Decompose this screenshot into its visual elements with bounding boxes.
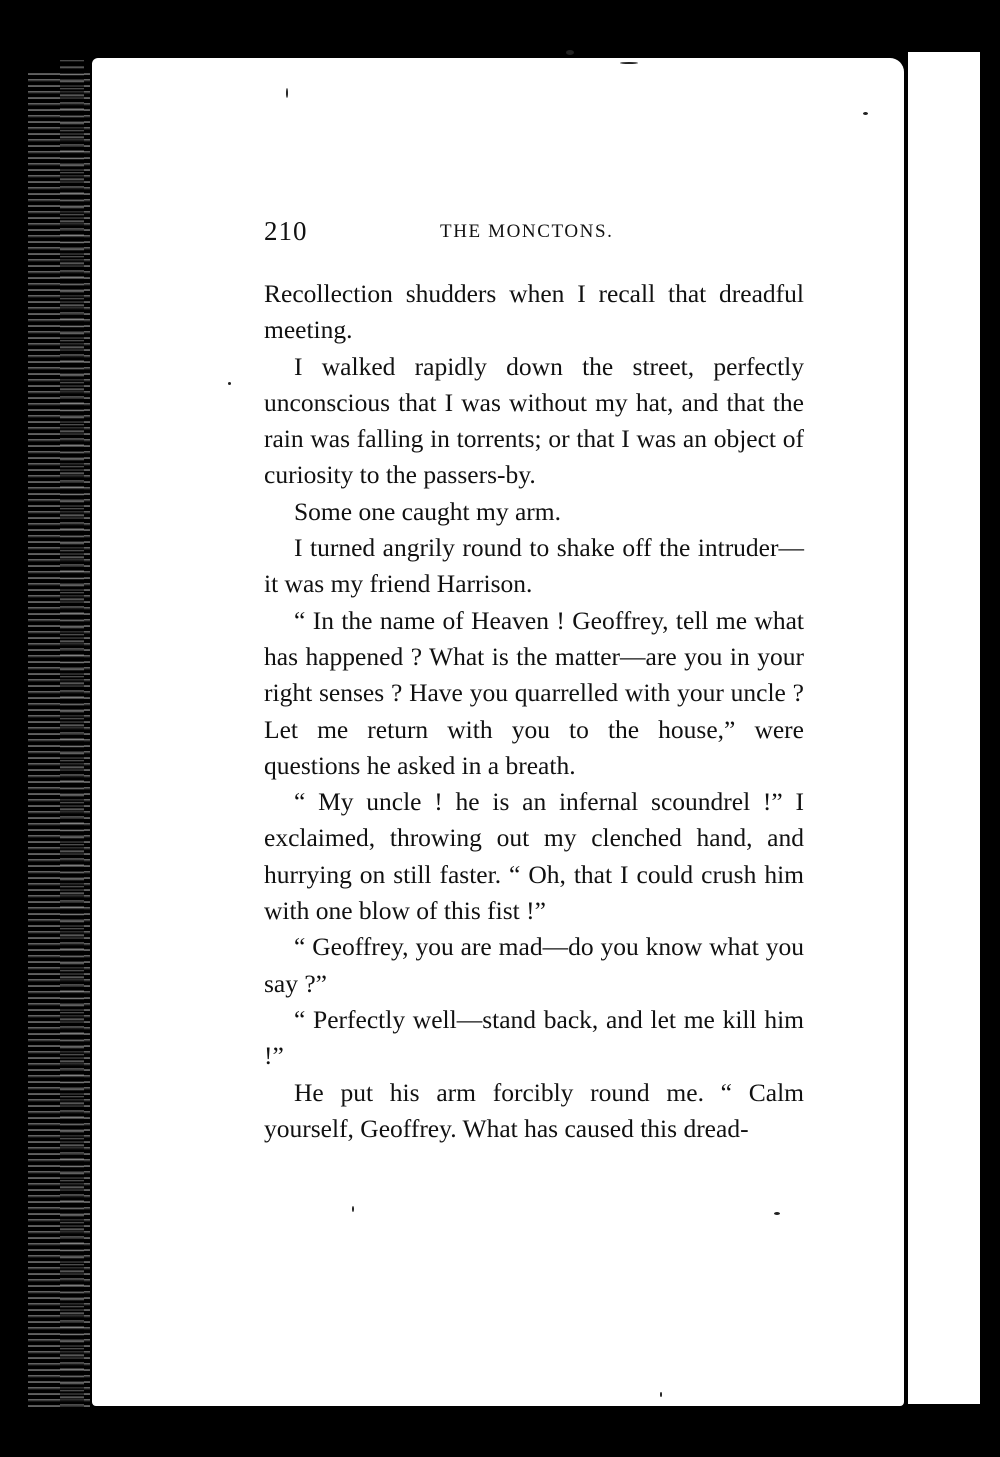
book-binding-shadow xyxy=(60,60,84,1410)
page-header xyxy=(264,216,804,252)
running-title: THE MONCTONS. xyxy=(440,221,614,242)
paragraph: “ In the name of Heaven ! Geoffrey, tell me what has happened ? What is the matter—are you in your right senses ? Have you quarrelled with your uncle ? Let me return with you to the house,” were questions he asked in a breath. xyxy=(264,605,804,780)
page-number: 210 xyxy=(264,216,308,246)
paragraph: “ My uncle ! he is an infernal scoundrel !” I exclaimed, throwing out my clenched hand, and hurrying on still faster. “ Oh, that I could crush him with one blow of this fist !” xyxy=(264,787,804,926)
paragraph: “ Perfectly well—stand back, and let me kill him !” xyxy=(264,1004,804,1071)
paragraph: I turned angrily round to shake off the intruder—it was my friend Harrison. xyxy=(264,533,804,599)
body-text xyxy=(264,276,804,1147)
paragraph: Some one caught my arm. xyxy=(294,496,561,526)
paragraph: I walked rapidly down the street, perfectly unconscious that I was without my hat, and that the rain was falling in torrents; or that I was an object of curiosity to the passers-by. xyxy=(264,351,804,490)
paragraph: “ Geoffrey, you are mad—do you know what you say ?” xyxy=(264,932,804,998)
paragraph: He put his arm forcibly round me. “ Calm yourself, Geoffrey. What has caused this dread- xyxy=(264,1077,804,1143)
adjacent-page-edge xyxy=(908,52,980,1404)
paragraph: Recollection shudders when I recall that dreadful meeting. xyxy=(264,279,804,345)
